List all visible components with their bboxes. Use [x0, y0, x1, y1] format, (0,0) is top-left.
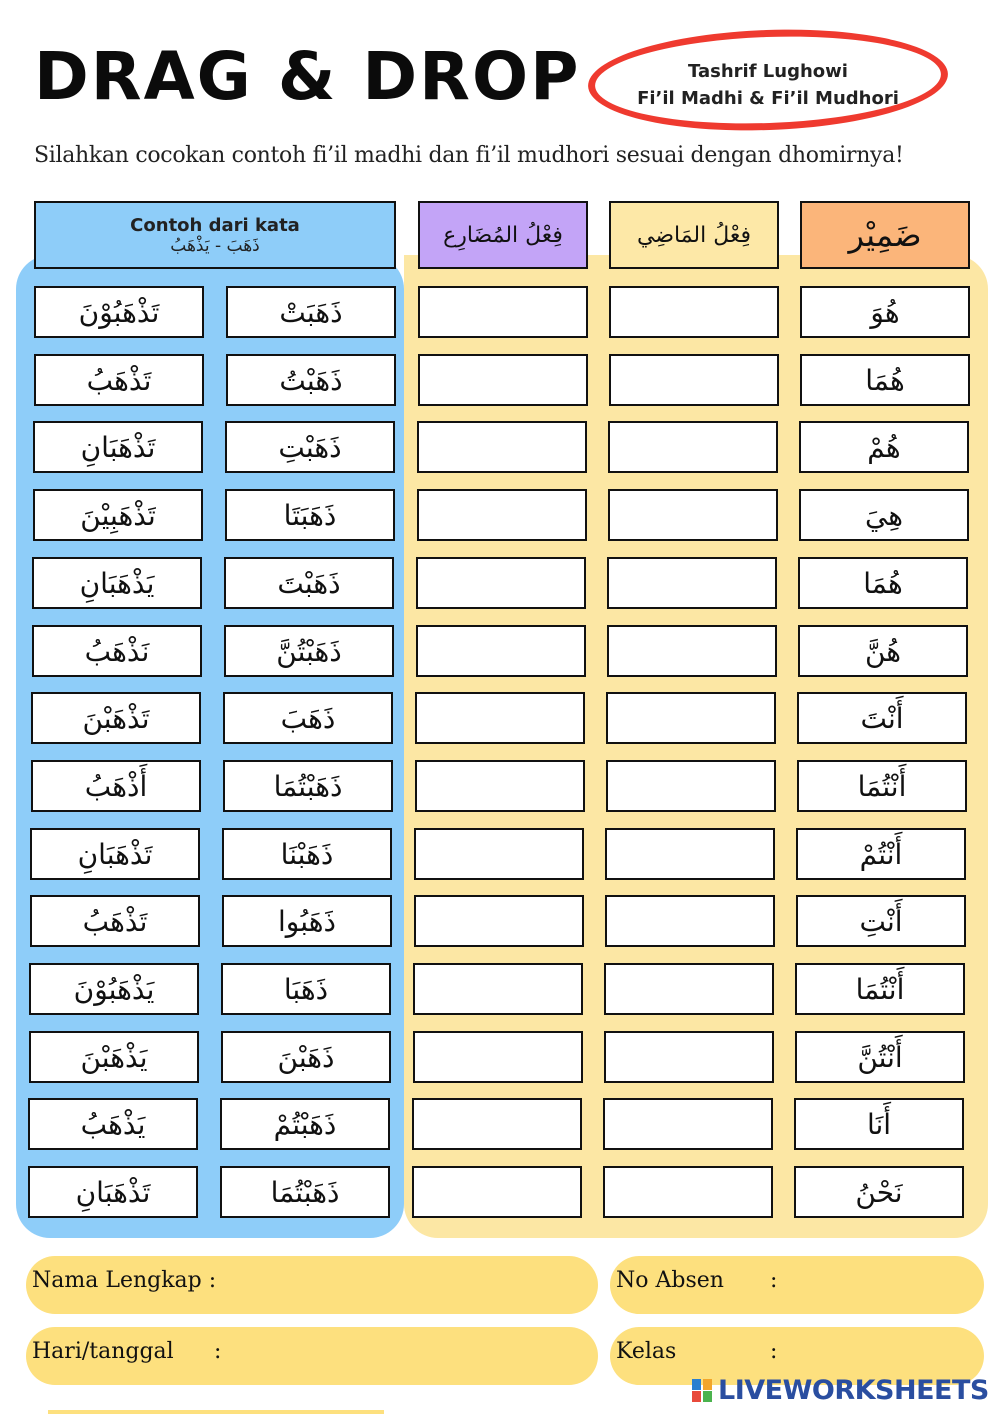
- example-madhi-card[interactable]: ذَهَبَ: [223, 692, 393, 744]
- header-dhomir: ضَمِيْر: [800, 201, 970, 269]
- example-mudhori-card[interactable]: تَذْهَبْنَ: [31, 692, 201, 744]
- drop-slot-mudhori[interactable]: [417, 421, 587, 473]
- dhomir-cell: أَنْتِ: [796, 895, 966, 947]
- drop-slot-madhi[interactable]: [605, 895, 775, 947]
- bottom-strip: [48, 1410, 384, 1414]
- drop-slot-madhi[interactable]: [609, 354, 779, 406]
- instruction-text: Silahkan cocokan contoh fi’il madhi dan fi’il mudhori sesuai dengan dhomirnya!: [34, 143, 904, 168]
- example-madhi-card[interactable]: ذَهَبْتُمْ: [220, 1098, 390, 1150]
- dhomir-cell: هُمَا: [798, 557, 968, 609]
- drop-slot-mudhori[interactable]: [417, 489, 587, 541]
- header-contoh-word: ذَهَبَ - يَذْهَبُ: [170, 235, 260, 256]
- drop-slot-mudhori[interactable]: [412, 1166, 582, 1218]
- example-mudhori-card[interactable]: تَذْهَبِيْنَ: [33, 489, 203, 541]
- badge-line-2: Fi’il Madhi & Fi’il Mudhori: [637, 88, 899, 109]
- example-madhi-card[interactable]: ذَهَبْتِ: [225, 421, 395, 473]
- dhomir-cell: هُمَا: [800, 354, 970, 406]
- absen-colon: :: [770, 1268, 778, 1293]
- drop-slot-madhi[interactable]: [608, 489, 778, 541]
- dhomir-cell: هُوَ: [800, 286, 970, 338]
- dhomir-cell: أَنْتُمَا: [795, 963, 965, 1015]
- drop-slot-madhi[interactable]: [607, 557, 777, 609]
- header-fiil-mudhori: فِعْلُ المُضَارِع: [418, 201, 588, 269]
- example-mudhori-card[interactable]: تَذْهَبَانِ: [33, 421, 203, 473]
- drop-slot-madhi[interactable]: [606, 760, 776, 812]
- drop-slot-mudhori[interactable]: [418, 354, 588, 406]
- nama-field[interactable]: [26, 1256, 598, 1314]
- example-madhi-card[interactable]: ذَهَبَا: [221, 963, 391, 1015]
- kelas-colon: :: [770, 1339, 778, 1364]
- drop-slot-mudhori[interactable]: [418, 286, 588, 338]
- example-mudhori-card[interactable]: يَذْهَبُ: [28, 1098, 198, 1150]
- header-fiil-madhi: فِعْلُ المَاضِي: [609, 201, 779, 269]
- example-mudhori-card[interactable]: تَذْهَبَانِ: [28, 1166, 198, 1218]
- example-mudhori-card[interactable]: يَذْهَبَانِ: [32, 557, 202, 609]
- badge-text: [588, 58, 948, 112]
- drop-slot-mudhori[interactable]: [414, 828, 584, 880]
- kelas-label: Kelas: [616, 1339, 677, 1364]
- liveworksheets-icon: [692, 1377, 714, 1403]
- drop-slot-madhi[interactable]: [604, 1031, 774, 1083]
- dhomir-cell: نَحْنُ: [794, 1166, 964, 1218]
- example-mudhori-card[interactable]: أَذْهَبُ: [31, 760, 201, 812]
- example-mudhori-card[interactable]: يَذْهَبْنَ: [29, 1031, 199, 1083]
- badge-line-1: Tashrif Lughowi: [688, 61, 848, 82]
- drop-slot-mudhori[interactable]: [416, 625, 586, 677]
- drop-slot-madhi[interactable]: [603, 1098, 773, 1150]
- example-madhi-card[interactable]: ذَهَبَتَا: [225, 489, 395, 541]
- drop-slot-madhi[interactable]: [608, 421, 778, 473]
- drop-slot-mudhori[interactable]: [412, 1098, 582, 1150]
- dhomir-cell: أَنْتَ: [797, 692, 967, 744]
- dhomir-cell: أَنْتُنَّ: [795, 1031, 965, 1083]
- dhomir-cell: أَنْتُمَا: [797, 760, 967, 812]
- drop-slot-mudhori[interactable]: [415, 760, 585, 812]
- example-mudhori-card[interactable]: تَذْهَبُ: [34, 354, 204, 406]
- example-madhi-card[interactable]: ذَهَبَتْ: [226, 286, 396, 338]
- drop-slot-mudhori[interactable]: [415, 692, 585, 744]
- absen-field[interactable]: [610, 1256, 984, 1314]
- hari-label: Hari/tanggal: [32, 1339, 174, 1364]
- drop-slot-madhi[interactable]: [605, 828, 775, 880]
- hari-field[interactable]: [26, 1327, 598, 1385]
- example-madhi-card[interactable]: ذَهَبْنَا: [222, 828, 392, 880]
- dhomir-cell: أَنْتُمْ: [796, 828, 966, 880]
- drop-slot-madhi[interactable]: [604, 963, 774, 1015]
- example-madhi-card[interactable]: ذَهَبْتَ: [224, 557, 394, 609]
- drop-slot-mudhori[interactable]: [413, 1031, 583, 1083]
- drop-slot-mudhori[interactable]: [416, 557, 586, 609]
- drop-slot-madhi[interactable]: [603, 1166, 773, 1218]
- drop-slot-mudhori[interactable]: [413, 963, 583, 1015]
- example-mudhori-card[interactable]: يَذْهَبُوْنَ: [29, 963, 199, 1015]
- dhomir-cell: هُمْ: [799, 421, 969, 473]
- dhomir-cell: أَنَا: [794, 1098, 964, 1150]
- drop-slot-madhi[interactable]: [609, 286, 779, 338]
- page-title: DRAG & DROP: [34, 38, 581, 115]
- hari-colon: :: [214, 1339, 222, 1364]
- example-mudhori-card[interactable]: تَذْهَبُ: [30, 895, 200, 947]
- example-mudhori-card[interactable]: نَذْهَبُ: [32, 625, 202, 677]
- dhomir-cell: هِيَ: [799, 489, 969, 541]
- liveworksheets-logo: [692, 1373, 989, 1407]
- drop-slot-madhi[interactable]: [607, 625, 777, 677]
- example-madhi-card[interactable]: ذَهَبْتُمَا: [223, 760, 393, 812]
- nama-label: Nama Lengkap :: [32, 1268, 217, 1293]
- example-mudhori-card[interactable]: تَذْهَبَانِ: [30, 828, 200, 880]
- brand-name: LIVEWORKSHEETS: [718, 1374, 989, 1406]
- example-madhi-card[interactable]: ذَهَبْتُ: [226, 354, 396, 406]
- absen-label: No Absen: [616, 1268, 724, 1293]
- header-contoh: [34, 201, 396, 269]
- example-madhi-card[interactable]: ذَهَبْتُنَّ: [224, 625, 394, 677]
- drop-slot-madhi[interactable]: [606, 692, 776, 744]
- example-madhi-card[interactable]: ذَهَبْتُمَا: [220, 1166, 390, 1218]
- drop-slot-mudhori[interactable]: [414, 895, 584, 947]
- example-madhi-card[interactable]: ذَهَبْنَ: [221, 1031, 391, 1083]
- example-mudhori-card[interactable]: تَذْهَبُوْنَ: [34, 286, 204, 338]
- header-contoh-title: Contoh dari kata: [130, 214, 300, 236]
- dhomir-cell: هُنَّ: [798, 625, 968, 677]
- example-madhi-card[interactable]: ذَهَبُوا: [222, 895, 392, 947]
